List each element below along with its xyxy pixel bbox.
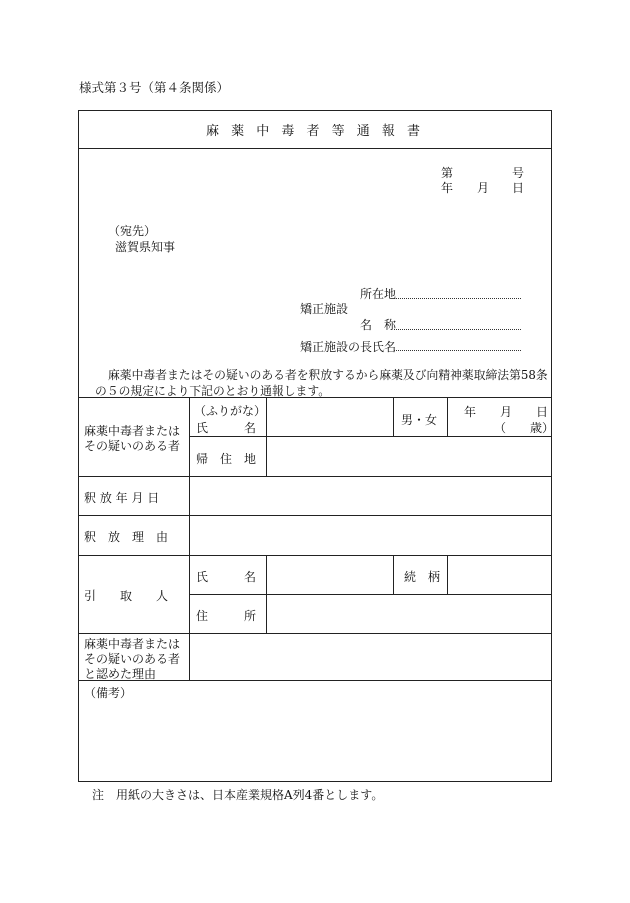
form-title: 麻 薬 中 毒 者 等 通 報 書 (205, 124, 425, 139)
paper-size-note: 注 用紙の大きさは、日本産業規格A列4番とします。 (92, 788, 384, 802)
facility-name-label: 名 称 (360, 318, 397, 332)
recipient-label: （宛先） (108, 224, 157, 238)
body-text-line-2: の５の規定により下記のとおり通報します。 (95, 384, 330, 398)
reason-label-line-3: と認めた理由 (84, 667, 157, 681)
col-line-sex-left (393, 397, 394, 436)
date-month: 月 (477, 181, 490, 195)
release-date-label: 釈 放 年 月 日 (84, 491, 160, 505)
row-line-receiver-end (78, 633, 552, 634)
name-label: 氏 名 (196, 421, 257, 435)
form-id: 様式第３号（第４条関係） (79, 80, 230, 95)
birthdate-label: 年 月 日 (464, 405, 549, 419)
row-line-release-reason (78, 555, 552, 556)
release-reason-label: 釈 放 理 由 (84, 530, 169, 544)
recipient-name: 滋賀県知事 (115, 240, 176, 254)
address-line (394, 298, 521, 299)
date-year: 年 (441, 181, 454, 195)
facility-name-line (394, 329, 521, 330)
row-line-release-date (78, 515, 552, 516)
remarks-label: （備考） (84, 686, 133, 700)
row-line-name-residence (189, 436, 552, 437)
reason-label-line-1: 麻薬中毒者または (84, 637, 181, 651)
col-line-label (189, 397, 190, 680)
title-divider (78, 148, 552, 149)
residence-label: 帰 住 地 (196, 452, 257, 466)
age-label: （ 歳） (494, 421, 555, 435)
col-line-sex-right (447, 397, 448, 436)
row-line-receiver-mid (189, 594, 552, 595)
row-line-person-end (78, 476, 552, 477)
facility-label: 矯正施設 (300, 302, 349, 316)
body-text-line-1: 麻薬中毒者またはその疑いのある者を釈放するから麻薬及び向精神薬取締法第58条 (108, 368, 548, 382)
date-day: 日 (512, 181, 525, 195)
receiver-name-label: 氏 名 (196, 570, 257, 584)
address-label: 所在地 (360, 287, 397, 301)
col-line-person-sub (266, 397, 267, 476)
receiver-label: 引 取 人 (84, 589, 169, 603)
furigana-label: （ふりがな） (194, 404, 267, 418)
col-line-relation-right (447, 555, 448, 594)
relation-label: 続 柄 (404, 570, 441, 584)
reason-label-line-2: その疑いのある者 (84, 652, 181, 666)
person-label-line-1: 麻薬中毒者または (84, 424, 181, 438)
col-line-relation-left (393, 555, 394, 594)
person-label-line-2: その疑いのある者 (84, 439, 181, 453)
facility-head-label: 矯正施設の長氏名 (300, 340, 397, 354)
facility-head-line (394, 350, 521, 351)
number-suffix: 号 (512, 166, 525, 180)
number-prefix: 第 (441, 166, 454, 180)
table-top-line (78, 397, 552, 398)
sex-label: 男・女 (401, 413, 438, 427)
receiver-address-label: 住 所 (196, 609, 257, 623)
col-line-receiver-sub (266, 555, 267, 633)
